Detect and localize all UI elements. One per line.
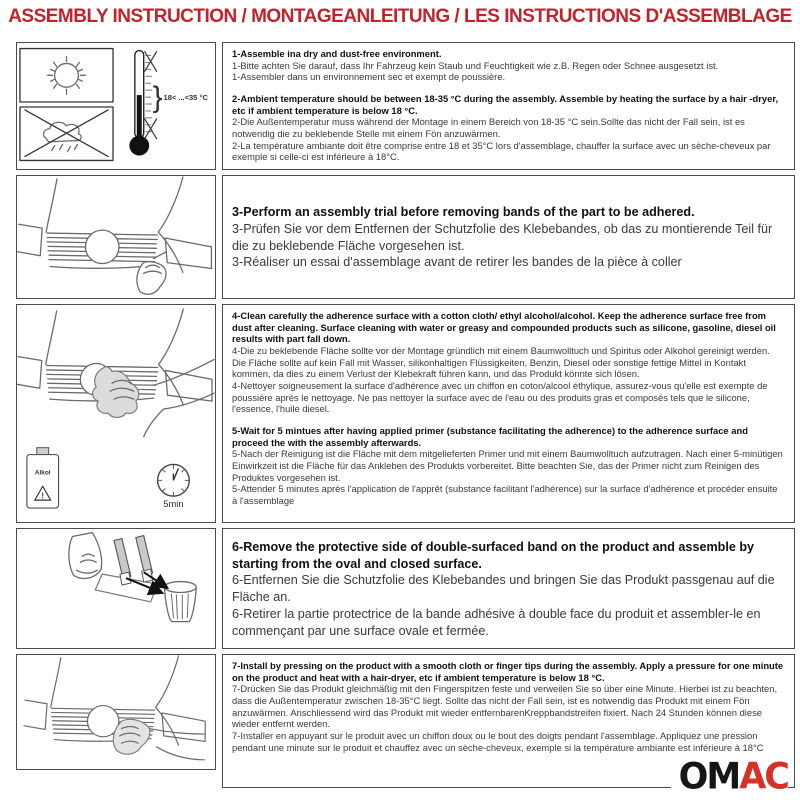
step-5-en: 5-Wait for 5 mintues after having applied primer (substance facilitating the adherence) to the adherence surface and proceed the with the assembly afterwards.: [232, 424, 748, 448]
hand-icon: [137, 252, 166, 294]
step-4-en: 4-Clean carefully the adherence surface with a cotton cloth/ ethyl alcohol/alcohol. Keep the adherence surface free from dust after cleaning. Surface cleaning with water or greasy and compounded products such as silicone, gasoline, diesel oil results with part fall down.: [232, 310, 776, 345]
cleaning-cloth-icon: [93, 367, 139, 418]
step-1-fr: 1-Assembler dans un environnement sec et exempt de poussière.: [232, 71, 506, 83]
hand-icon: [69, 533, 102, 579]
instruction-row-2: [16, 175, 795, 299]
clock-duration-label: 5min: [163, 498, 184, 510]
step-1-de: 1-Bitte achten Sie darauf, dass Ihr Fahrzeug kein Staub und Feuchtigkeit wie z.B. Regen oder Schnee ausgesetzt ist.: [232, 59, 719, 71]
thermometer-range-label: 18< ...<35 °C: [163, 93, 208, 103]
step-3: [232, 204, 785, 271]
car-grille-trial-icon: [17, 176, 215, 298]
omac-logo: [671, 756, 788, 798]
step-7-de: 7-Drücken Sie das Produkt gleichmäßig mit den Fingerspitzen feste und verweilen Sie so über eine Minute. Hierbei ist zu beachten, dass die Außentemperatur zwischen 18-35°C liegt. Sollte das nicht der Fall sein, ist es notwendig das Produkt mit einem Fön anzuwärmen. Anschliessend wird das Produkt mit wieder entfernbarenKreppbandstreifen fixiert. Nach 24 Stunden können diese wieder entfernt werden.: [232, 683, 778, 730]
step-3-fr: 3-Réaliser un essai d'assemblage avant de retirer les bandes de la pièce à coller: [232, 255, 682, 270]
step-6: [232, 539, 785, 639]
thermometer-icon: [129, 51, 208, 156]
step-5-fr: 5-Attender 5 minutes après l'application de l'apprêt (substance facilitant l'adhérence) sur la surface d'adhérence et procéder ensuite à l'assemblage: [232, 483, 778, 506]
instruction-row-3: [16, 304, 795, 523]
sun-icon: [20, 49, 113, 102]
alcohol-bottle-label: Alkol: [34, 469, 51, 477]
alcohol-bottle-icon: [27, 448, 59, 508]
step-7-fr: 7-Installer en appuyant sur le produit avec un chiffon doux ou le bout des doigts pendant l'assemblage. Appliquez une pression pendant une minute sur le produit et chauffez avec un sèche-cheveux, exemple si la température ambiante est inférieure à 18°C: [232, 729, 764, 753]
pressing-hand-icon: [113, 719, 150, 754]
environment-conditions-icon: [17, 45, 215, 167]
step-1: [232, 48, 785, 83]
no-rain-icon: [20, 107, 113, 160]
clock-icon: [158, 464, 190, 509]
tape-removal-icon: [17, 530, 215, 647]
omac-logo-black: OM: [678, 756, 740, 798]
instruction-row-4: [16, 528, 795, 649]
step-5: [232, 425, 785, 507]
warning-triangle-icon: !: [41, 491, 45, 501]
step-6-de: 6-Entfernen Sie die Schutzfolie des Klebebandes und bringen Sie das Produkt passgenau auf die Fläche an.: [232, 573, 775, 605]
instruction-text-3: [222, 304, 795, 523]
step-7: [232, 660, 785, 753]
step-6-fr: 6-Retirer la partie protectrice de la bande adhésive à double face du produit et assembler-le en commençant par une surface ovale et fermée.: [232, 606, 761, 638]
pressing-illustration: [16, 654, 216, 770]
step-4: [232, 310, 785, 415]
step-2-fr: 2-La température ambiante doit être comprise entre 18 et 35°C lors d'assemblage, chauffer la surface avec un sèche-cheveux par exemple si celle-ci est inférieure à 18°C.: [232, 139, 771, 163]
trash-can-icon: [165, 582, 197, 622]
band-removal-illustration: [16, 528, 216, 649]
step-2-en: 2-Ambient temperature should be between 18-35 °C during the assembly. Assemble by heating the surface by a hair -dryer, etc if ambient temperature is below 18 °C.: [232, 92, 779, 116]
cleaning-illustration: [16, 304, 216, 523]
thermometer-brace: }: [152, 80, 163, 114]
step-2: [232, 93, 785, 163]
step-6-en: 6-Remove the protective side of double-surfaced band on the product and assemble by starting from the oval and closed surface.: [232, 540, 755, 571]
trial-illustration: [16, 175, 216, 299]
instruction-text-1: [222, 42, 795, 170]
step-4-fr: 4-Nettoyer soigneusement la surface d'adhérence avec un chiffon en coton/alcool éthylique, assurez-vous qu'elle est exempte de poussière après le nettoyage. Ne pas nettoyer la surface avec de l'eau ou des produits gras et composés tels que le silicone, l'essence, l'huile diesel.: [232, 379, 768, 415]
step-1-en: 1-Assemble ina dry and dust-free environment.: [232, 48, 442, 59]
instruction-table: [16, 42, 795, 788]
step-3-de: 3-Prüfen Sie vor dem Entfernen der Schutzfolie des Klebebandes, ob das zu montierende Teil für die zu beklebende Fläche vorgesehen ist.: [232, 221, 773, 253]
environment-illustration: [16, 42, 216, 170]
omac-logo-red: AC: [739, 756, 788, 798]
press-install-icon: [17, 655, 215, 769]
step-2-de: 2-Die Außentemperatur muss während der Montage in einem Bereich von 18-35 °C sein.Sollte das nicht der Fall sein, ist es notwendig die zu beklebende Stelle mit einem Fön anzuwärmen.: [232, 116, 745, 139]
page-title: ASSEMBLY INSTRUCTION / MONTAGEANLEITUNG / LES INSTRUCTIONS D'ASSEMBLAGE: [8, 6, 792, 27]
step-4-de: 4-Die zu beklebende Fläche sollte vor der Montage gründlich mit einem Baumwolltuch und Spiritus oder Alkohol gereinigt werden. Die Fläche sollte auf kein Fall mit Wasser, silikonhaltigen Flüssigkeiten, Benzin, Diesel oder sonstige fettige Mittel in Kontakt kommen, da dies zu einem Verlust der Klebekraft führen kann, und das Produkt könnte sich lösen.: [232, 344, 770, 380]
instruction-text-4: [222, 528, 795, 649]
surface-cleaning-icon: [17, 305, 215, 522]
instruction-row-1: [16, 42, 795, 170]
step-5-de: 5-Nach der Reinigung ist die Fläche mit dem mitgelieferten Primer und mit einem Baumwolltuch aufzutragen. Nach einer 5-minütigen Einwirkzeit ist die Fläche für das Ankleben des Produkts vorbereitet. Bitte beachten Sie, das der Primer nicht zum Reinigen des Produktes vorgesehen ist.: [232, 448, 783, 483]
instruction-text-2: [222, 175, 795, 299]
step-7-en: 7-Install by pressing on the product with a smooth cloth or finger tips during the assembly. Apply a pressure for one minute on the product and heat with a hair-dryer, etc if ambient temperature is below 18 °C.: [232, 660, 784, 683]
step-3-en: 3-Perform an assembly trial before removing bands of the part to be adhered.: [232, 205, 695, 220]
